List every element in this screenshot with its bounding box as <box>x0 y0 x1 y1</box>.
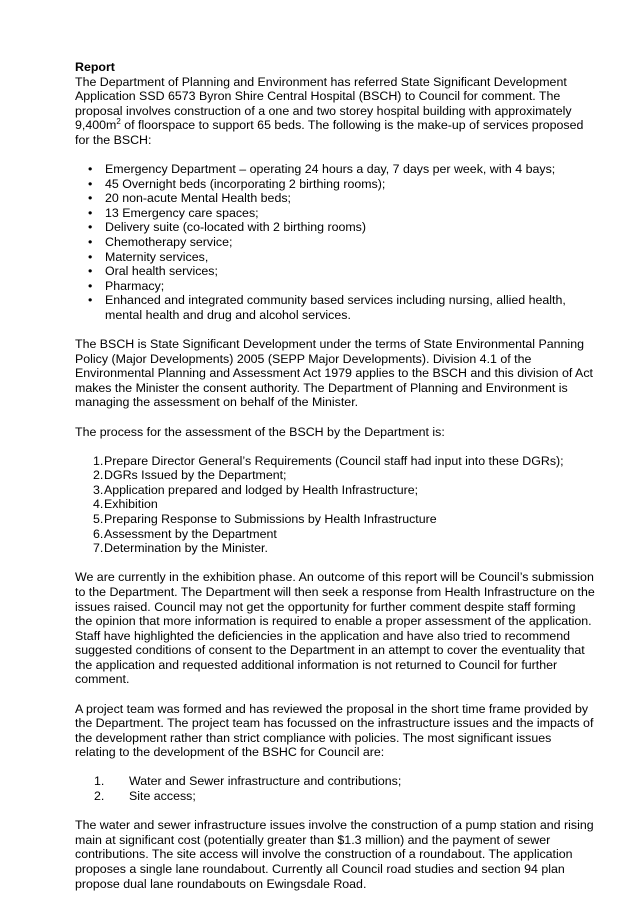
bullet-icon: • <box>88 293 93 308</box>
list-item-text: Preparing Response to Submissions by Health Infrastructure <box>104 512 437 527</box>
list-item <box>75 250 595 265</box>
list-item <box>75 454 595 469</box>
list-number: 1. <box>94 774 105 789</box>
list-item-text: Prepare Director General’s Requirements (Council staff had input into these DGRs); <box>104 453 564 468</box>
list-item <box>75 774 595 789</box>
intro-paragraph <box>75 75 595 148</box>
exhibition-paragraph: We are currently in the exhibition phase. An outcome of this report will be Council’s submission to the Department. The Department will then seek a response from Health Infrastructure on the issues raised. Council may not get the opportunity for further comment despite staff forming the opinion that more information is required to enable a proper assessment of the application. Staff have highlighted the deficiencies in the application and have also tried to recommend suggested conditions of consent to the Department in an attempt to cover the eventuality that the application and requested additional information is not returned to Council for further comment. <box>75 570 595 687</box>
list-item-text: 45 Overnight beds (incorporating 2 birthing rooms); <box>105 176 386 191</box>
list-item <box>75 541 595 556</box>
list-item-text: Delivery suite (co-located with 2 birthing rooms) <box>105 220 366 235</box>
list-item <box>75 483 595 498</box>
list-number: 3. <box>93 482 104 497</box>
bullet-icon: • <box>88 220 93 235</box>
bullet-icon: • <box>88 264 93 279</box>
list-item <box>75 512 595 527</box>
list-item <box>75 527 595 542</box>
list-number: 4. <box>93 497 104 512</box>
bullet-icon: • <box>88 278 93 293</box>
list-item <box>75 220 595 235</box>
bullet-icon: • <box>88 191 93 206</box>
services-list <box>75 162 595 323</box>
list-item <box>75 293 595 322</box>
list-number: 6. <box>93 526 104 541</box>
list-number: 5. <box>93 512 104 527</box>
list-item-text: Chemotherapy service; <box>105 235 233 250</box>
list-item-text: Oral health services; <box>105 264 218 279</box>
list-item <box>75 191 595 206</box>
list-item-text: Enhanced and integrated community based services including nursing, allied health, mental health and drug and alcohol services. <box>105 293 566 322</box>
list-item-text: Assessment by the Department <box>104 526 277 541</box>
ssd-paragraph: The BSCH is State Significant Development under the terms of State Environmental Panning Policy (Major Developments) 2005 (SEPP Major Developments). Division 4.1 of the Environmental Planning and Assessment Act 1979 applies to the BSCH and this division of Act makes the Minister the consent authority. The Department of Planning and Environment is managing the assessment on behalf of the Minister. <box>75 337 593 410</box>
list-item <box>75 264 595 279</box>
list-item-text: Determination by the Minister. <box>104 541 268 556</box>
list-item-text: Maternity services, <box>105 249 209 264</box>
list-item <box>75 206 595 221</box>
list-item-text: Exhibition <box>104 497 158 512</box>
list-item-text: 20 non-acute Mental Health beds; <box>105 191 291 206</box>
list-item <box>75 177 595 192</box>
list-item-text: Emergency Department – operating 24 hours a day, 7 days per week, with 4 bays; <box>105 162 556 177</box>
bullet-icon: • <box>88 249 93 264</box>
list-item-text: Water and Sewer infrastructure and contributions; <box>129 774 402 789</box>
list-item <box>75 162 595 177</box>
list-number: 7. <box>93 541 104 556</box>
list-item <box>75 468 595 483</box>
process-steps-list <box>75 454 595 556</box>
intro-text: The Department of Planning and Environment has referred State Significant Development Application SSD 6573 Byron Shire Central Hospital (BSCH) to Council for comment. The proposal involves construction of a one and two storey hospital building with approximately 9,400m <box>75 74 572 133</box>
report-page <box>75 60 595 891</box>
bullet-icon: • <box>88 235 93 250</box>
list-item-text: Site access; <box>129 789 196 804</box>
list-item <box>75 497 595 512</box>
process-paragraph: The process for the assessment of the BSCH by the Department is: <box>75 424 445 439</box>
list-item-text: Pharmacy; <box>105 278 165 293</box>
list-item <box>75 279 595 294</box>
bullet-icon: • <box>88 205 93 220</box>
superscript-2: 2 <box>116 117 121 127</box>
list-number: 2. <box>93 468 104 483</box>
list-number: 1. <box>93 453 104 468</box>
list-item-text: DGRs Issued by the Department; <box>104 468 287 483</box>
list-item <box>75 235 595 250</box>
water-sewer-paragraph: The water and sewer infrastructure issues involve the construction of a pump station and rising main at significant cost (potentially greater than $1.3 million) and the payment of sewer contributions. The site access will involve the construction of a roundabout. The application proposes a single lane roundabout. Currently all Council road studies and section 94 plan propose dual lane roundabouts on Ewingsdale Road. <box>75 818 594 891</box>
list-item-text: Application prepared and lodged by Health Infrastructure; <box>104 482 419 497</box>
list-item-text: 13 Emergency care spaces; <box>105 205 259 220</box>
list-item <box>75 789 595 804</box>
bullet-icon: • <box>88 162 93 177</box>
issues-list <box>75 774 595 803</box>
report-heading: Report <box>75 60 115 74</box>
list-number: 2. <box>94 789 105 804</box>
project-team-paragraph: A project team was formed and has reviewed the proposal in the short time frame provided by the Department. The project team has focussed on the infrastructure issues and the impacts of the development rather than strict compliance with policies. The most significant issues relating to the development of the BSHC for Council are: <box>75 701 594 760</box>
intro-text-continued: of floorspace to support 65 beds. The following is the make-up of services proposed for the BSCH: <box>75 118 584 147</box>
bullet-icon: • <box>88 176 93 191</box>
